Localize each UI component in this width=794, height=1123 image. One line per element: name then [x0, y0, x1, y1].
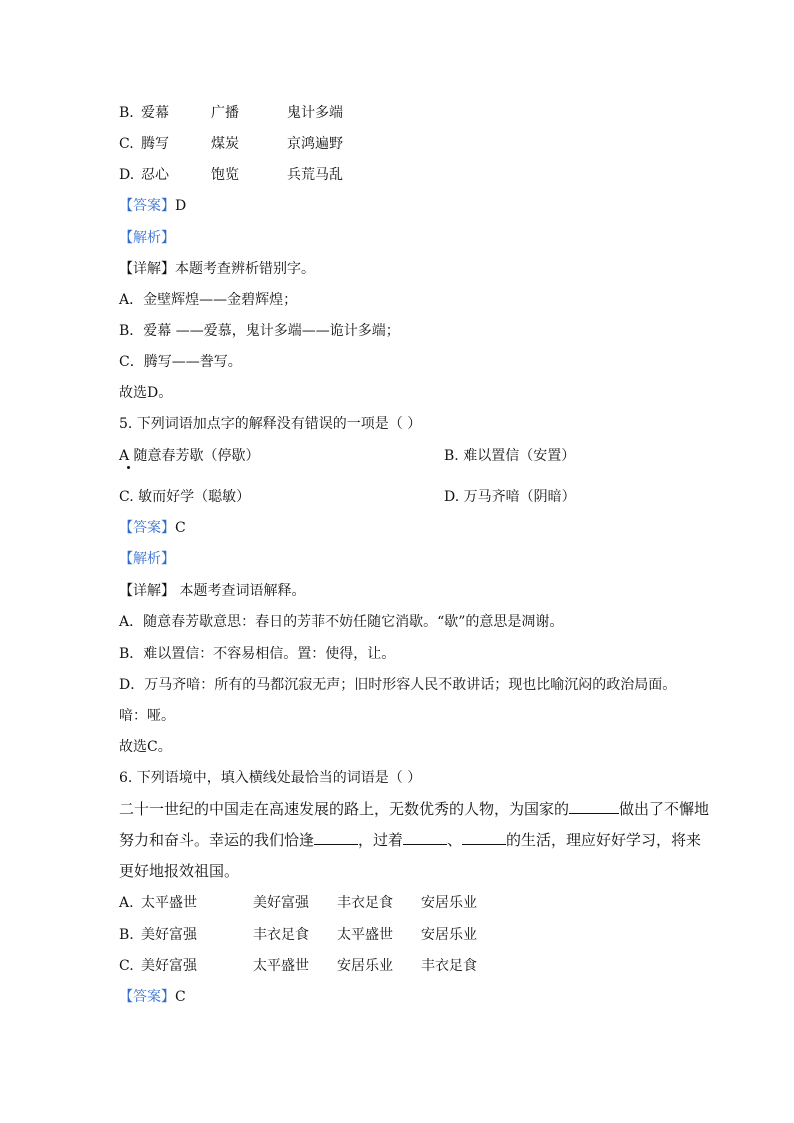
q4-analysis — [119, 228, 175, 248]
option-word: 美好富强 — [141, 958, 197, 974]
q6-answer — [119, 987, 186, 1007]
analysis-tag: 【解析】 — [119, 230, 175, 246]
passage-text: 做出了不懈地 — [619, 800, 710, 818]
q6-passage-line-3: 更好地报效祖国。 — [119, 862, 240, 880]
q6-stem: 6. 下列语境中，填入横线处最恰当的词语是（ ） — [119, 770, 422, 786]
option-word: 安居乐业 — [421, 927, 477, 943]
option-word: 美好富强 — [141, 927, 197, 943]
option-word: 丰衣足食 — [421, 958, 477, 974]
fill-blank — [403, 832, 447, 845]
fill-blank — [569, 801, 619, 814]
q5-analysis — [119, 549, 175, 569]
detail-tag: 【详解】 — [119, 583, 175, 599]
detail-intro: 本题考查辨析错别字。 — [175, 261, 315, 277]
q4-option-d — [119, 165, 343, 185]
q5-detail-line: 喑：哑。 — [119, 708, 175, 724]
q6-passage-line-1 — [119, 799, 709, 819]
q5-detail-line: A．随意春芳歇意思：春日的芳菲不妨任随它消歇。“歇”的意思是凋谢。 — [119, 614, 564, 630]
option-word-2: 饱览 — [211, 167, 239, 183]
option-word-3: 鬼计多端 — [287, 105, 343, 121]
option-word: 美好富强 — [253, 895, 309, 911]
q6-option-a — [119, 893, 477, 913]
option-word: 丰衣足食 — [337, 895, 393, 911]
option-letter: D. — [119, 167, 135, 183]
q5-option-d: D. 万马齐喑（阴暗） — [444, 489, 576, 505]
option-word-1: 爱幕 — [141, 105, 169, 121]
answer-value: D — [175, 198, 187, 214]
option-letter: C. — [119, 136, 134, 152]
option-word: 太平盛世 — [337, 927, 393, 943]
q5-answer — [119, 518, 186, 538]
option-word: 安居乐业 — [421, 895, 477, 911]
option-word-1: 腾写 — [141, 136, 169, 152]
answer-tag: 【答案】 — [119, 520, 175, 536]
option-word-3: 兵荒马乱 — [287, 167, 343, 183]
option-word-3: 京鸿遍野 — [287, 136, 343, 152]
q5-option-b: B. 难以置信（安置） — [444, 448, 576, 464]
option-letter: A. — [119, 895, 134, 911]
q5-option-a: A 随意春芳歇（停歇） — [119, 448, 260, 464]
passage-text: 、 — [447, 831, 463, 849]
option-letter: B. — [119, 105, 134, 121]
q6-option-c — [119, 956, 477, 976]
fill-blank — [462, 832, 506, 845]
q4-answer — [119, 196, 186, 216]
answer-value: C — [175, 989, 186, 1005]
option-word-2: 广播 — [211, 105, 239, 121]
q4-option-c — [119, 134, 343, 154]
q4-detail-line: A．金壁辉煌——金碧辉煌； — [119, 292, 298, 308]
fill-blank — [314, 832, 358, 845]
option-word: 安居乐业 — [337, 958, 393, 974]
option-word-2: 煤炭 — [211, 136, 239, 152]
answer-tag: 【答案】 — [119, 198, 175, 214]
option-word: 太平盛世 — [253, 958, 309, 974]
q6-option-b — [119, 925, 477, 945]
q4-detail-line: 故选D。 — [119, 385, 173, 401]
q5-detail-line: D．万马齐喑：所有的马都沉寂无声；旧时形容人民不敢讲话；现也比喻沉闷的政治局面。 — [119, 677, 677, 693]
q4-detail-line: B．爱幕 ——爱慕，鬼计多端——诡计多端； — [119, 323, 400, 339]
q5-option-c: C. 敏而好学（聪敏） — [119, 489, 251, 505]
option-word-1: 忍心 — [141, 167, 169, 183]
analysis-tag: 【解析】 — [119, 551, 175, 567]
q5-detail-intro — [119, 581, 305, 601]
emphasis-dot — [127, 466, 130, 469]
passage-text: 努力和奋斗。幸运的我们恰逢 — [119, 831, 315, 849]
q5-stem: 5. 下列词语加点字的解释没有错误的一项是（ ） — [119, 416, 422, 432]
detail-tag: 【详解】 — [119, 261, 175, 277]
answer-tag: 【答案】 — [119, 989, 175, 1005]
option-letter: C. — [119, 958, 134, 974]
q6-passage-line-2 — [119, 830, 701, 850]
q4-option-b — [119, 103, 343, 123]
option-word: 太平盛世 — [141, 895, 197, 911]
q4-detail-line: C．腾写——誊写。 — [119, 354, 242, 370]
q4-detail-intro — [119, 259, 315, 279]
option-word: 丰衣足食 — [253, 927, 309, 943]
option-letter: B. — [119, 927, 134, 943]
passage-text: 二十一世纪的中国走在高速发展的路上，无数优秀的人物，为国家的 — [119, 800, 570, 818]
detail-intro: 本题考查词语解释。 — [175, 583, 306, 599]
answer-value: C — [175, 520, 186, 536]
q5-detail-line: 故选C。 — [119, 739, 172, 755]
passage-text: 的生活，理应好好学习，将来 — [506, 831, 702, 849]
q5-detail-line: B．难以置信：不容易相信。置：使得，让。 — [119, 646, 396, 662]
passage-text: ，过着 — [358, 831, 404, 849]
